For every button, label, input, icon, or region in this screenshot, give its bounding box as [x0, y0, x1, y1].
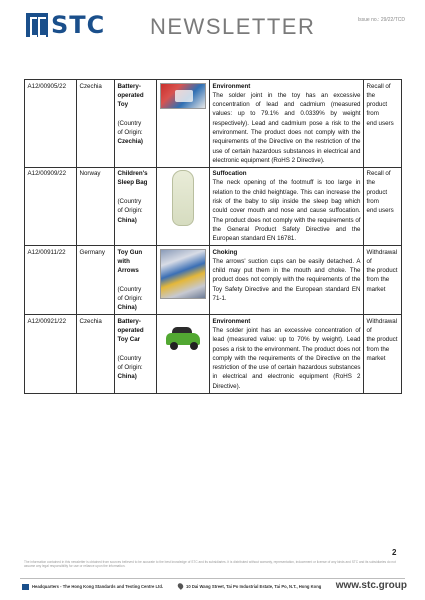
measure-line: product from	[366, 188, 388, 206]
product-name-line: Battery-	[117, 317, 141, 325]
alert-ref: A12/00909/22	[25, 167, 77, 245]
sleep-bag-icon	[160, 170, 206, 226]
risk-type: Choking	[212, 248, 238, 256]
notifying-country: Germany	[77, 246, 115, 315]
origin-line: of Origin:	[117, 295, 143, 303]
product-name-line: Battery-	[117, 82, 141, 90]
measure-line: Recall of the	[366, 170, 391, 187]
origin-line: (Country	[117, 354, 142, 362]
measure-line: the product	[366, 336, 398, 344]
issue-number: Issue no.: 29/22/TCD	[357, 17, 405, 23]
measure-cell	[364, 167, 402, 245]
risk-description: The solder joint has an excessive concentration of lead (measured value: up to 70% by weight). Lead poses a risk to the environment. The product does not comply with the requirements of the Directive on the restriction of the use of certain hazardous substances in electrical and electronic equipment (RoHS 2 Directive).	[212, 326, 361, 390]
measure-line: market	[366, 354, 386, 362]
product-name-line: Arrows	[117, 267, 139, 275]
building-icon	[22, 584, 29, 590]
alert-ref: A12/00921/22	[25, 315, 77, 393]
measure-line: market	[366, 285, 386, 293]
measure-line: Recall of the	[366, 82, 391, 99]
product-image-cell	[157, 80, 210, 168]
disclaimer-text: The information contained in this newsletter is obtained from sources believed to be accurate to the best knowledge of STC and its subsidiaries. It is distributed without warranty, representation, inducement or license of any kinds and STC and its subsidiaries do not assume any legal responsibility for use or reliance upon the information.	[24, 560, 396, 569]
product-cell	[115, 167, 157, 245]
product-name-line: with	[117, 257, 130, 265]
page-number: 2	[392, 548, 397, 557]
location-pin-icon	[177, 582, 185, 590]
origin-line: of Origin:	[117, 128, 143, 136]
risk-cell	[210, 246, 364, 315]
measure-line: Withdrawal of	[366, 317, 398, 334]
product-name-line: Toy Gun	[117, 248, 143, 256]
origin-line: of Origin:	[117, 207, 143, 215]
page-footer	[0, 578, 425, 600]
toy-icon	[160, 83, 206, 109]
product-cell	[115, 80, 157, 168]
table-row	[25, 80, 402, 168]
origin-line: (Country	[117, 119, 142, 127]
measure-cell	[364, 80, 402, 168]
measure-cell	[364, 315, 402, 393]
product-name-line: Sleep Bag	[117, 179, 148, 187]
origin-country: Czechia)	[117, 138, 143, 146]
measure-line: product from	[366, 101, 388, 118]
product-name-line: Toy Car	[117, 336, 141, 344]
origin-country: China)	[117, 216, 137, 224]
toy-gun-icon	[160, 249, 206, 299]
measure-line: from the	[366, 276, 390, 284]
logo-text: STC	[51, 11, 106, 39]
notifying-country: Czechia	[77, 315, 115, 393]
measure-line: end users	[366, 207, 394, 215]
origin-line: (Country	[117, 285, 142, 293]
product-name-line: operated	[117, 326, 144, 334]
product-name-line: Toy	[117, 101, 129, 109]
product-name-line: operated	[117, 91, 144, 99]
alert-ref: A12/00905/22	[25, 80, 77, 168]
origin-line: of Origin:	[117, 364, 143, 372]
measure-line: the product	[366, 267, 398, 275]
newsletter-title: NEWSLETTER	[150, 14, 316, 39]
origin-country: China)	[117, 373, 137, 381]
footer-divider	[20, 578, 405, 579]
product-cell	[115, 246, 157, 315]
origin-country: China)	[117, 304, 137, 312]
notifying-country: Czechia	[77, 80, 115, 168]
product-image-cell	[157, 246, 210, 315]
toy-car-icon	[160, 325, 206, 355]
product-name-line: Children's	[117, 170, 148, 178]
product-image-cell	[157, 167, 210, 245]
footer-website-link[interactable]: www.stc.group	[335, 580, 407, 591]
risk-cell	[210, 315, 364, 393]
risk-description: The neck opening of the footmuff is too large in relation to the child height/age. This can increase the risk of the baby to slip inside the sleep bag which could cover mouth and nose and cause suffocation. The product does not comply with the requirements of the General Product Safety Directive and the European standard EN 16781.	[212, 179, 361, 243]
product-alert-table	[24, 79, 402, 394]
product-cell	[115, 315, 157, 393]
risk-type: Suffocation	[212, 170, 247, 178]
stc-logo	[26, 12, 105, 38]
footer-address: 10 Dai Wang Street, Tai Po Industrial Estate, Tai Po, N.T., Hong Kong	[186, 584, 322, 589]
measure-line: end users	[366, 119, 394, 127]
risk-cell	[210, 80, 364, 168]
notifying-country: Norway	[77, 167, 115, 245]
table-row	[25, 246, 402, 315]
measure-cell	[364, 246, 402, 315]
risk-description: The solder joint in the toy has an excessive concentration of lead and cadmium (measured values: up to 79.1% and 0.0339% by weight respectively). Lead and cadmium pose a risk to the environment. The product does not comply with the requirements of the Directive on the restriction of the use of certain hazardous substances in electrical and electronic equipment (RoHS 2 Directive).	[212, 91, 361, 164]
risk-description: The arrows' suction cups can be easily detached. A child may put them in the mouth and choke. The product does not comply with the requirements of the Toy Safety Directive and the European standard EN 71-1.	[212, 257, 361, 303]
footer-headquarters: Headquarters - The Hong Kong Standards and Testing Centre Ltd.	[32, 584, 164, 589]
measure-line: from the	[366, 345, 390, 353]
page-header	[0, 0, 425, 50]
origin-line: (Country	[117, 198, 142, 206]
risk-type: Environment	[212, 317, 251, 325]
risk-cell	[210, 167, 364, 245]
table-row	[25, 315, 402, 393]
table-row	[25, 167, 402, 245]
risk-type: Environment	[212, 82, 251, 90]
stc-logo-icon	[26, 13, 48, 37]
product-image-cell	[157, 315, 210, 393]
measure-line: Withdrawal of	[366, 248, 398, 265]
alert-ref: A12/00911/22	[25, 246, 77, 315]
